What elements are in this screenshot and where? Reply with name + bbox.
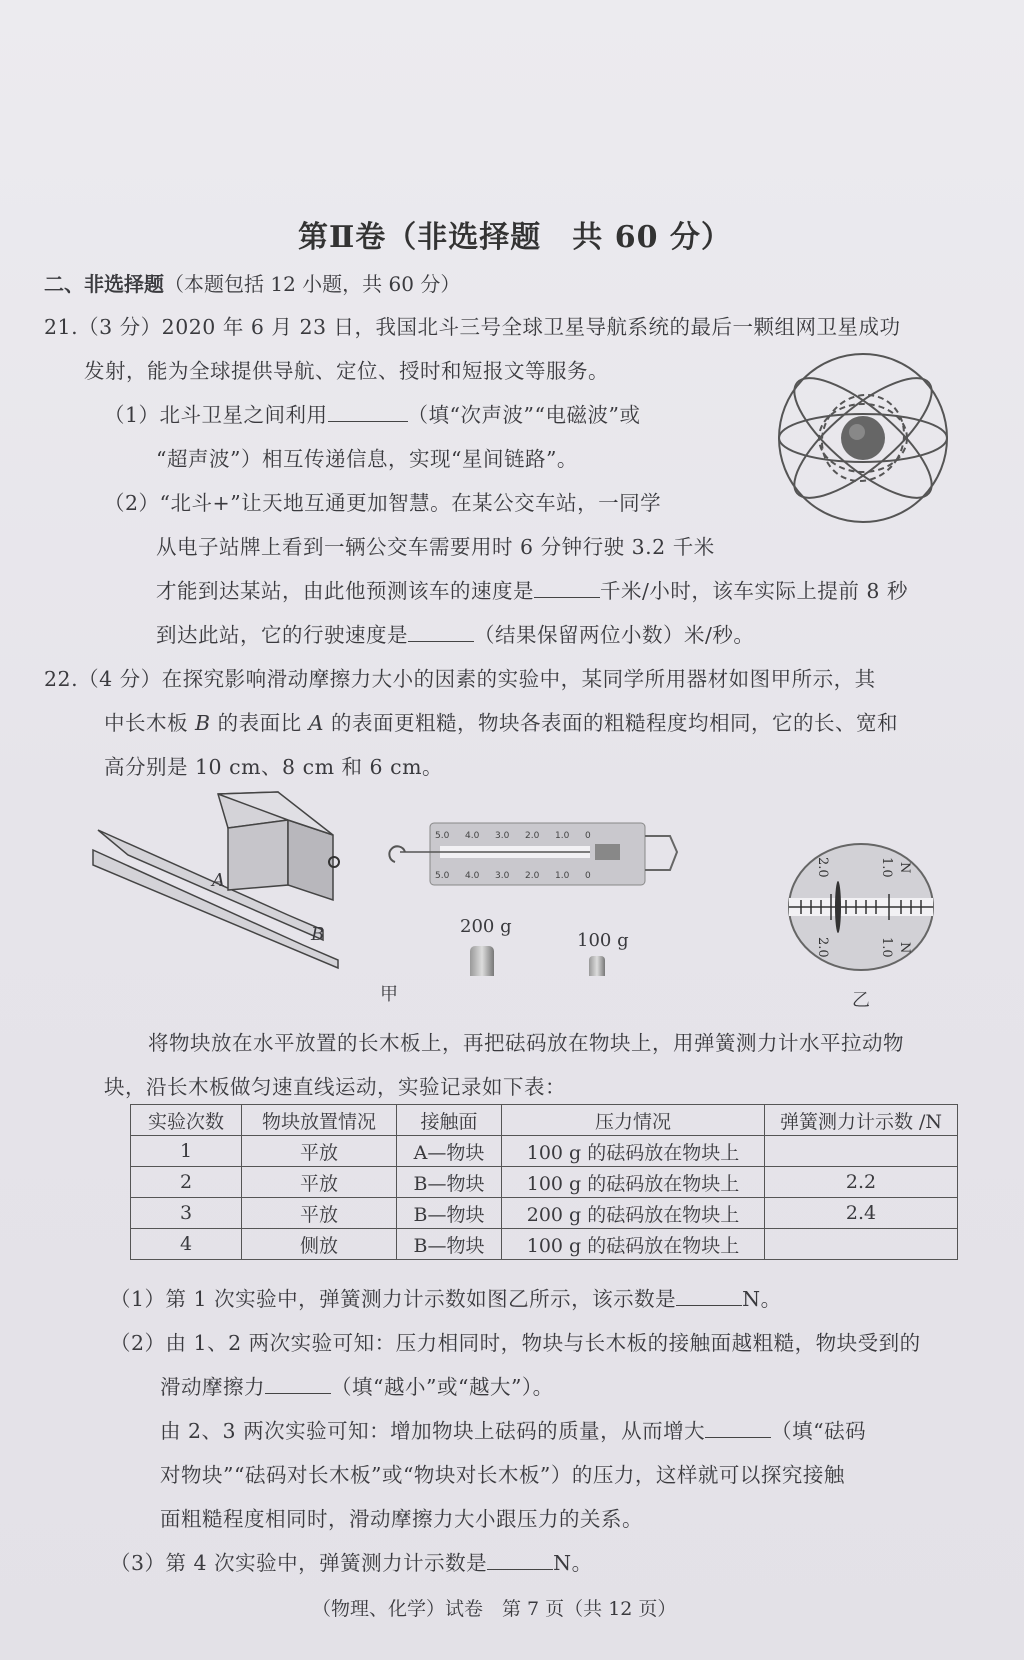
q22-sub2-line4: 对物块”“砝码对长木板”或“物块对长木板”）的压力，这样就可以探究接触 [160,1463,845,1487]
table-row: 2 平放 B—物块 100 g 的砝码放在物块上 2.2 [131,1167,958,1198]
q22-stem-line1: 22.（4 分）在探究影响滑动摩擦力大小的因素的实验中，某同学所用器材如图甲所示，其 [44,667,876,691]
svg-text:1.0: 1.0 [555,871,570,881]
col-header: 物块放置情况 [242,1105,397,1136]
q22-sub2-line3: 由 2、3 两次实验可知：增加物块上砝码的质量，从而增大 （填“砝码 [160,1419,867,1443]
col-header: 压力情况 [502,1105,765,1136]
svg-text:1.0: 1.0 [879,857,894,878]
q22-sub3: （3）第 4 次实验中，弹簧测力计示数是 N。 [110,1551,593,1575]
svg-text:2.0: 2.0 [815,857,830,878]
svg-text:4.0: 4.0 [465,831,480,841]
svg-text:1.0: 1.0 [879,937,894,958]
answer-blank[interactable] [705,1419,771,1438]
svg-text:0: 0 [585,871,591,881]
board-a-label: A [212,870,225,891]
answer-blank[interactable] [408,623,474,642]
answer-blank[interactable] [328,403,408,422]
col-header: 接触面 [397,1105,502,1136]
svg-text:1.0: 1.0 [555,831,570,841]
svg-text:2.0: 2.0 [525,871,540,881]
q22-para2: 块，沿长木板做匀速直线运动，实验记录如下表： [104,1075,566,1099]
q21-part2-line2: 从电子站牌上看到一辆公交车需要用时 6 分钟行驶 3.2 千米 [156,535,715,559]
experiment-table [130,1104,958,1260]
q21-part1-line2: “超声波”）相互传递信息，实现“星间链路”。 [156,447,578,471]
q22-sub2-line1: （2）由 1、2 两次实验可知：压力相同时，物块与长木板的接触面越粗糙，物块受到的 [110,1331,921,1355]
q21-stem-line2: 发射，能为全球提供导航、定位、授时和短报文等服务。 [84,359,609,383]
weight-100g-label: 100 g [577,930,629,951]
col-header: 实验次数 [131,1105,242,1136]
spring-scale-icon [385,818,685,888]
section-heading [44,268,460,297]
q22-stem-line3: 高分别是 10 cm、8 cm 和 6 cm。 [104,755,444,779]
q21-part2-line4: 到达此站，它的行驶速度是 （结果保留两位小数）米/秒。 [156,623,755,647]
svg-text:2.0: 2.0 [525,831,540,841]
q22-sub2-line5: 面粗糙程度相同时，滑动摩擦力大小跟压力的关系。 [160,1507,643,1531]
section-note: （本题包括 12 小题，共 60 分） [164,272,461,296]
svg-text:2.0: 2.0 [815,937,830,958]
svg-text:N: N [897,942,912,954]
table-row: 3 平放 B—物块 200 g 的砝码放在物块上 2.4 [131,1198,958,1229]
table-row: 4 侧放 B—物块 100 g 的砝码放在物块上 [131,1229,958,1260]
svg-text:3.0: 3.0 [495,831,510,841]
weight-100g-icon [589,956,605,976]
q21-part2-line1: （2）“北斗+”让天地互通更加智慧。在某公交车站，一同学 [104,491,662,515]
page-footer: （物理、化学）试卷 第 7 页（共 12 页） [312,1598,677,1620]
svg-text:4.0: 4.0 [465,871,480,881]
answer-blank[interactable] [534,579,600,598]
svg-text:3.0: 3.0 [495,871,510,881]
svg-text:N: N [897,862,912,874]
page-title: 第Ⅱ卷（非选择题 共 60 分） [298,220,732,255]
answer-blank[interactable] [487,1551,553,1570]
col-header: 弹簧测力计示数 /N [765,1105,958,1136]
q21-part2-line3: 才能到达某站，由此他预测该车的速度是 千米/小时，该车实际上提前 8 秒 [156,579,908,603]
q22-stem-line2: 中长木板 B 的表面比 A 的表面更粗糙，物块各表面的粗糙程度均相同，它的长、宽和 [104,711,898,735]
table-row: 1 平放 A—物块 100 g 的砝码放在物块上 [131,1136,958,1167]
answer-blank[interactable] [676,1287,742,1306]
section-label: 二、非选择题 [44,272,164,296]
svg-text:5.0: 5.0 [435,831,450,841]
weight-200g-icon [470,946,494,976]
board-b-label: B [311,924,325,945]
q22-sub1: （1）第 1 次实验中，弹簧测力计示数如图乙所示，该示数是 N。 [110,1287,782,1311]
q22-para1: 将物块放在水平放置的长木板上，再把砝码放在物块上，用弹簧测力计水平拉动物 [148,1031,904,1055]
svg-text:5.0: 5.0 [435,871,450,881]
q21-stem-line1: 21.（3 分）2020 年 6 月 23 日，我国北斗三号全球卫星导航系统的最后一颗组网卫星成功 [44,315,901,339]
boards-and-block-figure [88,790,378,970]
svg-text:0: 0 [585,831,591,841]
q22-sub2-line2: 滑动摩擦力 （填“越小”或“越大”）。 [160,1375,554,1399]
scale-reading-figure [786,842,936,972]
satellite-orbit-figure [768,346,958,526]
q21-part1-line1: （1）北斗卫星之间利用 （填“次声波”“电磁波”或 [104,403,641,427]
answer-blank[interactable] [265,1375,331,1394]
figure-yi-caption: 乙 [852,990,870,1011]
table-header-row [131,1105,958,1136]
figure-jia-caption: 甲 [380,984,398,1005]
weight-200g-label: 200 g [460,916,512,937]
